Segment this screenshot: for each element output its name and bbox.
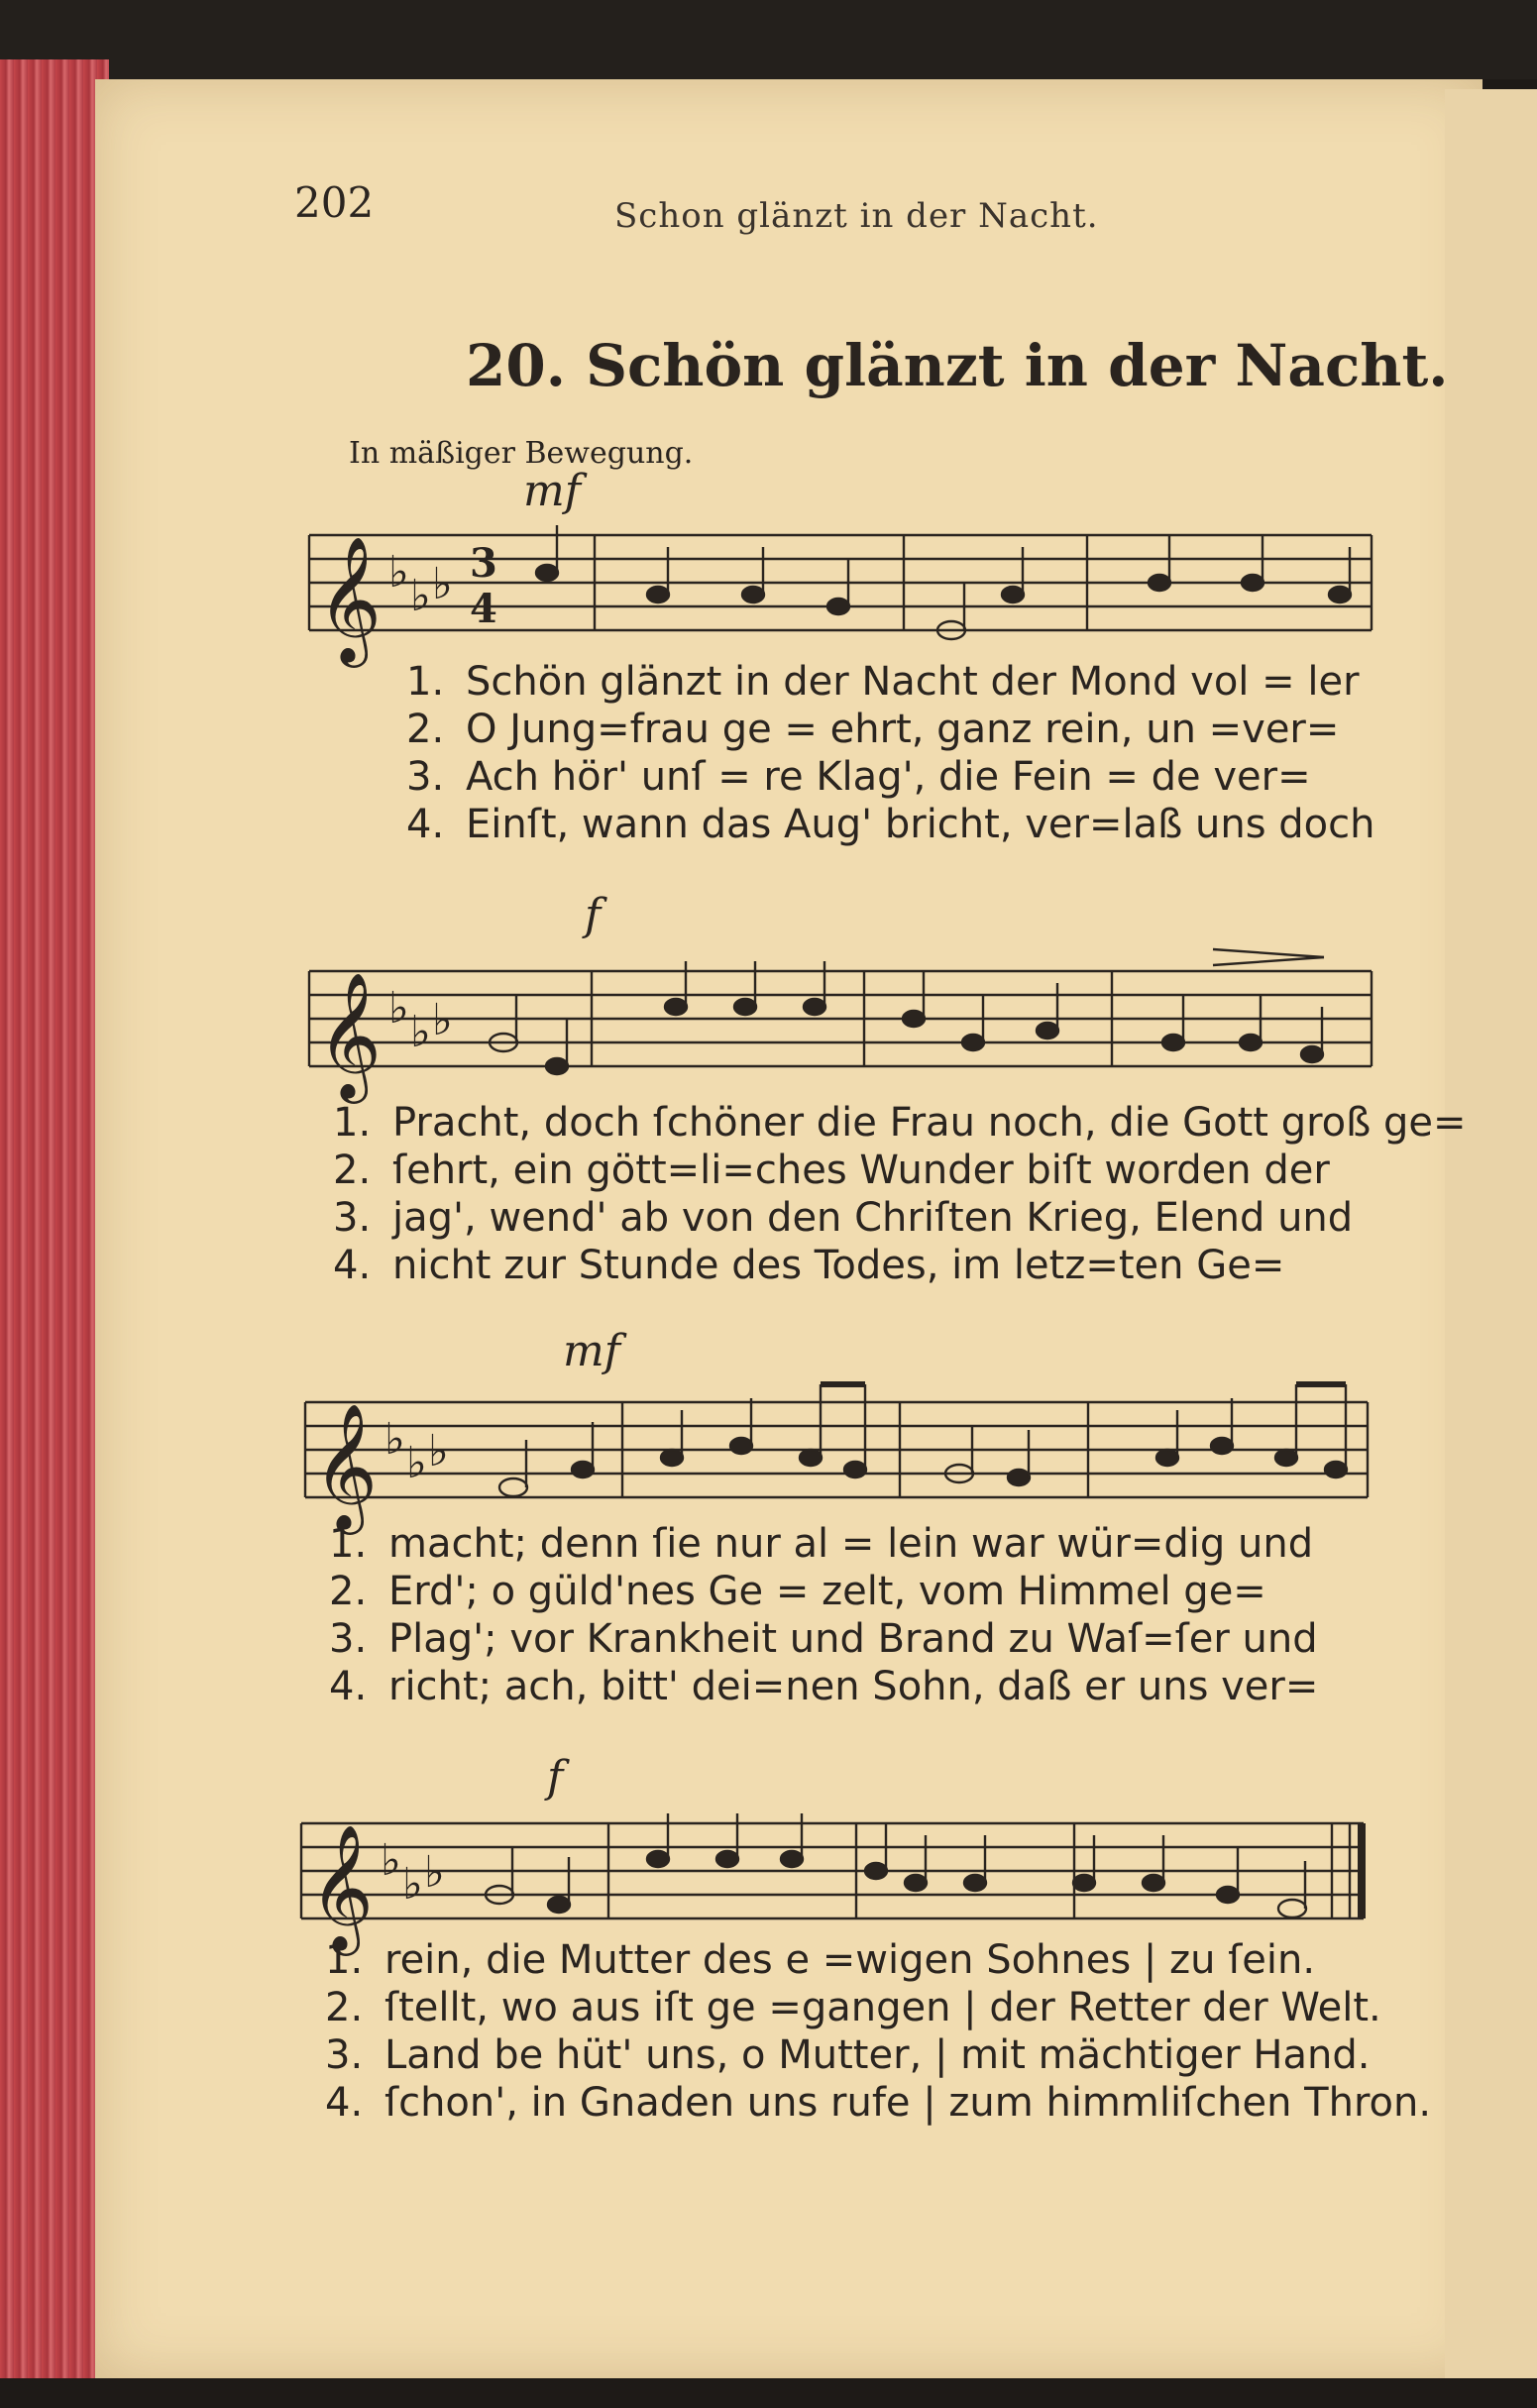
svg-text:♭: ♭ [402,1859,423,1910]
verse-number: 2. [333,1148,372,1193]
verse-text: Schön glänzt in der Nacht der Mond vol = ler [466,659,1360,705]
music-staff-3 [305,1392,1375,1529]
verse-text: richt; ach, bitt' dei=nen Sohn, daß er uns ver= [388,1664,1319,1709]
verse-text: macht; denn ſie nur al = lein war wür=dig und [388,1521,1314,1567]
music-staff-1 [309,525,1379,662]
verse-text: jag', wend' ab von den Chriſten Krieg, Elend und [392,1195,1354,1241]
verse-number: 2. [325,1985,364,2030]
verse-number: 3. [406,754,445,800]
verse-text: Pracht, doch ſchöner die Frau noch, die Gott groß ge= [392,1100,1467,1146]
verse-number: 4. [406,802,445,847]
treble-clef-icon: 𝄞 [309,1823,375,1950]
verse-number: 1. [333,1100,372,1146]
svg-text:♭: ♭ [384,1414,405,1465]
svg-text:♭: ♭ [388,983,409,1034]
tempo-marking: In mäßiger Bewegung. [349,436,694,471]
song-title: 20. Schön glänzt in der Nacht. [466,332,1449,399]
book-top-edge [0,0,1537,79]
svg-text:♭: ♭ [432,559,453,609]
verse-number: 2. [406,707,445,752]
treble-clef-icon: 𝄞 [317,971,383,1098]
verse-text: ſchon', in Gnaden uns rufe | zum himmliſchen Thron. [384,2080,1432,2126]
time-signature-bottom: 4 [470,586,497,632]
music-staff-2 [309,961,1379,1098]
svg-text:♭: ♭ [410,571,431,621]
svg-text:♭: ♭ [410,1007,431,1057]
verse-number: 4. [329,1664,368,1709]
verse-number: 1. [329,1521,368,1567]
treble-clef-icon: 𝄞 [313,1402,379,1529]
running-title: Schon glänzt in der Nacht. [614,196,1099,236]
dynamic-mark: f [547,1752,564,1803]
verse-number: 4. [333,1243,372,1288]
verse-text: O Jung=frau ge = ehrt, ganz rein, un =ver= [466,707,1340,752]
verse-number: 1. [406,659,445,705]
svg-text:♭: ♭ [381,1835,401,1886]
verse-number: 2. [329,1569,368,1614]
page-number: 202 [294,178,375,227]
verse-text: Ach hör' unſ = re Klag', die Fein = de ver= [466,754,1311,800]
verse-number: 4. [325,2080,364,2126]
verse-text: rein, die Mutter des e =wigen Sohnes | zu ſein. [384,1937,1316,1983]
next-page-strip [1445,89,1537,2378]
verse-text: Land be hüt' uns, o Mutter, | mit mächtiger Hand. [384,2032,1371,2078]
dynamic-mark: mf [523,466,582,516]
verse-number: 3. [325,2032,364,2078]
verse-number: 3. [329,1616,368,1662]
verse-text: Einſt, wann das Aug' bricht, ver=laß uns doch [466,802,1375,847]
book-page-edges [0,59,109,2378]
music-staff-4 [301,1813,1372,1950]
verse-text: nicht zur Stunde des Todes, im letz=ten Ge= [392,1243,1285,1288]
treble-clef-icon: 𝄞 [317,535,383,662]
verse-text: Erd'; o güld'nes Ge = zelt, vom Himmel ge= [388,1569,1266,1614]
svg-text:♭: ♭ [432,995,453,1045]
dynamic-mark: mf [563,1326,621,1376]
verse-text: Plag'; vor Krankheit und Brand zu Waſ=ſer und [388,1616,1318,1662]
verse-text: ſtellt, wo aus iſt ge =gangen | der Retter der Welt. [384,1985,1381,2030]
dynamic-mark: f [585,890,602,940]
time-signature-top: 3 [470,540,497,587]
verse-text: ſehrt, ein gött=li=ches Wunder biſt worden der [392,1148,1330,1193]
verse-number: 1. [325,1937,364,1983]
svg-text:♭: ♭ [388,547,409,598]
svg-text:♭: ♭ [424,1847,445,1898]
svg-text:♭: ♭ [428,1426,449,1477]
svg-text:♭: ♭ [406,1438,427,1488]
verse-number: 3. [333,1195,372,1241]
